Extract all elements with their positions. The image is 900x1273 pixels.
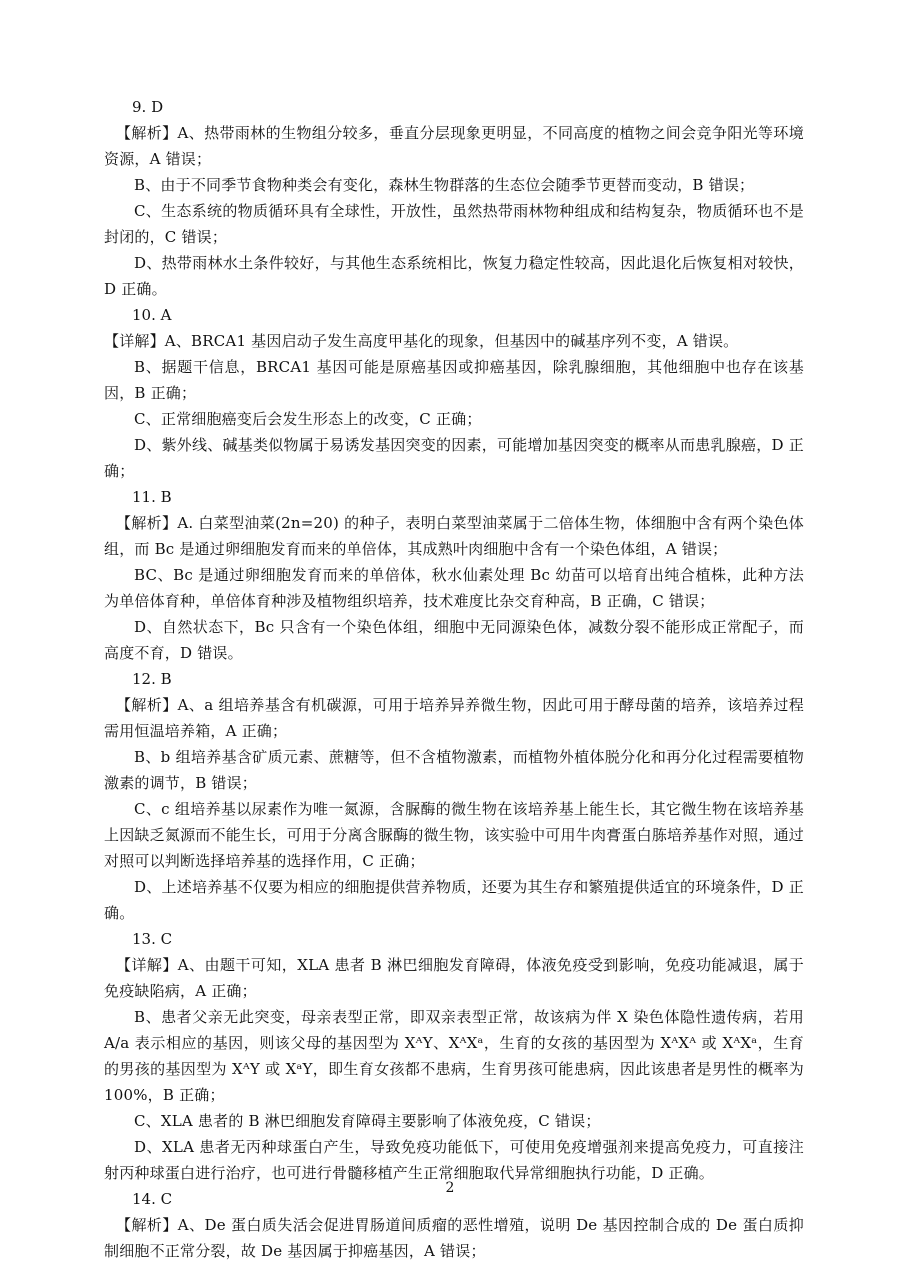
- answer-paragraph: B、患者父亲无此突变，母亲表型正常，即双亲表型正常，故该病为伴 X 染色体隐性遗传病，若用 A/a 表示相应的基因，则该父母的基因型为 XᴬY、XᴬXᵃ，生育的女孩的基因型为 XᴬXᴬ 或 XᴬXᵃ，生育的男孩的基因型为 XᴬY 或 XᵃY，即生育女孩都不患病，生育男孩可能患病，因此该患者是男性的概率为 100%，B 正确；: [104, 1008, 804, 1104]
- question-12: [104, 666, 804, 926]
- answer-paragraph: D、自然状态下，Bc 只含有一个染色体组，细胞中无同源染色体，减数分裂不能形成正常配子，而高度不育，D 错误。: [104, 618, 804, 662]
- question-number: 10. A: [132, 306, 172, 324]
- answer-paragraph: D、紫外线、碱基类似物属于易诱发基因突变的因素，可能增加基因突变的概率从而患乳腺癌，D 正确；: [104, 436, 804, 480]
- question-number: 9. D: [132, 98, 164, 116]
- question-13: [104, 926, 804, 1186]
- answer-paragraph: 【解析】A. 白菜型油菜(2n=20) 的种子，表明白菜型油菜属于二倍体生物，体细胞中含有两个染色体组，而 Bc 是通过卵细胞发育而来的单倍体，其成熟叶肉细胞中含有一个染色体组，A 错误；: [104, 514, 804, 558]
- question-number: 11. B: [132, 488, 172, 506]
- question-10: [104, 302, 804, 484]
- question-9: [104, 94, 804, 302]
- answer-paragraph: 【解析】A、a 组培养基含有机碳源，可用于培养异养微生物，因此可用于酵母菌的培养，该培养过程需用恒温培养箱，A 正确；: [104, 696, 804, 740]
- page-number: 2: [445, 1180, 455, 1196]
- answer-paragraph: D、热带雨林水土条件较好，与其他生态系统相比，恢复力稳定性较高，因此退化后恢复相对较快，D 正确。: [104, 254, 804, 298]
- question-number: 12. B: [132, 670, 172, 688]
- answer-paragraph: 【详解】A、由题干可知，XLA 患者 B 淋巴细胞发育障碍，体液免疫受到影响，免疫功能减退，属于免疫缺陷病，A 正确；: [104, 956, 804, 1000]
- answer-paragraph: BC、Bc 是通过卵细胞发育而来的单倍体，秋水仙素处理 Bc 幼苗可以培育出纯合植株，此种方法为单倍体育种，单倍体育种涉及植物组织培养，技术难度比杂交育种高，B 正确，C 错误；: [104, 566, 804, 610]
- answer-paragraph: C、XLA 患者的 B 淋巴细胞发育障碍主要影响了体液免疫，C 错误；: [134, 1112, 601, 1130]
- answer-paragraph: 【详解】A、BRCA1 基因启动子发生高度甲基化的现象，但基因中的碱基序列不变，A 错误。: [104, 332, 739, 350]
- question-number: 13. C: [132, 930, 173, 948]
- answer-paragraph: D、上述培养基不仅要为相应的细胞提供营养物质，还要为其生存和繁殖提供适宜的环境条件，D 正确。: [104, 878, 804, 922]
- answer-paragraph: B、据题干信息，BRCA1 基因可能是原癌基因或抑癌基因，除乳腺细胞，其他细胞中也存在该基因，B 正确；: [104, 358, 804, 402]
- answer-paragraph: B、由于不同季节食物种类会有变化，森林生物群落的生态位会随季节更替而变动，B 错误；: [134, 176, 755, 194]
- answer-paragraph: B、b 组培养基含矿质元素、蔗糖等，但不含植物激素，而植物外植体脱分化和再分化过程需要植物激素的调节，B 错误；: [104, 748, 804, 792]
- answer-paragraph: C、正常细胞癌变后会发生形态上的改变，C 正确；: [134, 410, 482, 428]
- answer-paragraph: C、生态系统的物质循环具有全球性，开放性，虽然热带雨林物种组成和结构复杂，物质循环也不是封闭的，C 错误；: [104, 202, 804, 246]
- answer-paragraph: 【解析】A、De 蛋白质失活会促进胃肠道间质瘤的恶性增殖，说明 De 基因控制合成的 De 蛋白质抑制细胞不正常分裂，故 De 基因属于抑癌基因，A 错误；: [104, 1216, 804, 1260]
- question-number: 14. C: [132, 1190, 173, 1208]
- answer-paragraph: C、c 组培养基以尿素作为唯一氮源，含脲酶的微生物在该培养基上能生长，其它微生物在该培养基上因缺乏氮源而不能生长，可用于分离含脲酶的微生物，该实验中可用牛肉膏蛋白胨培养基作对照，通过对照可以判断选择培养基的选择作用，C 正确；: [104, 800, 804, 870]
- answer-paragraph: 【解析】A、热带雨林的生物组分较多，垂直分层现象更明显，不同高度的植物之间会竞争阳光等环境资源，A 错误；: [104, 124, 804, 168]
- answer-paragraph: D、XLA 患者无丙种球蛋白产生，导致免疫功能低下，可使用免疫增强剂来提高免疫力，可直接注射丙种球蛋白进行治疗，也可进行骨髓移植产生正常细胞取代异常细胞执行功能，D 正确。: [104, 1138, 804, 1182]
- answer-content: [104, 94, 804, 1264]
- question-11: [104, 484, 804, 666]
